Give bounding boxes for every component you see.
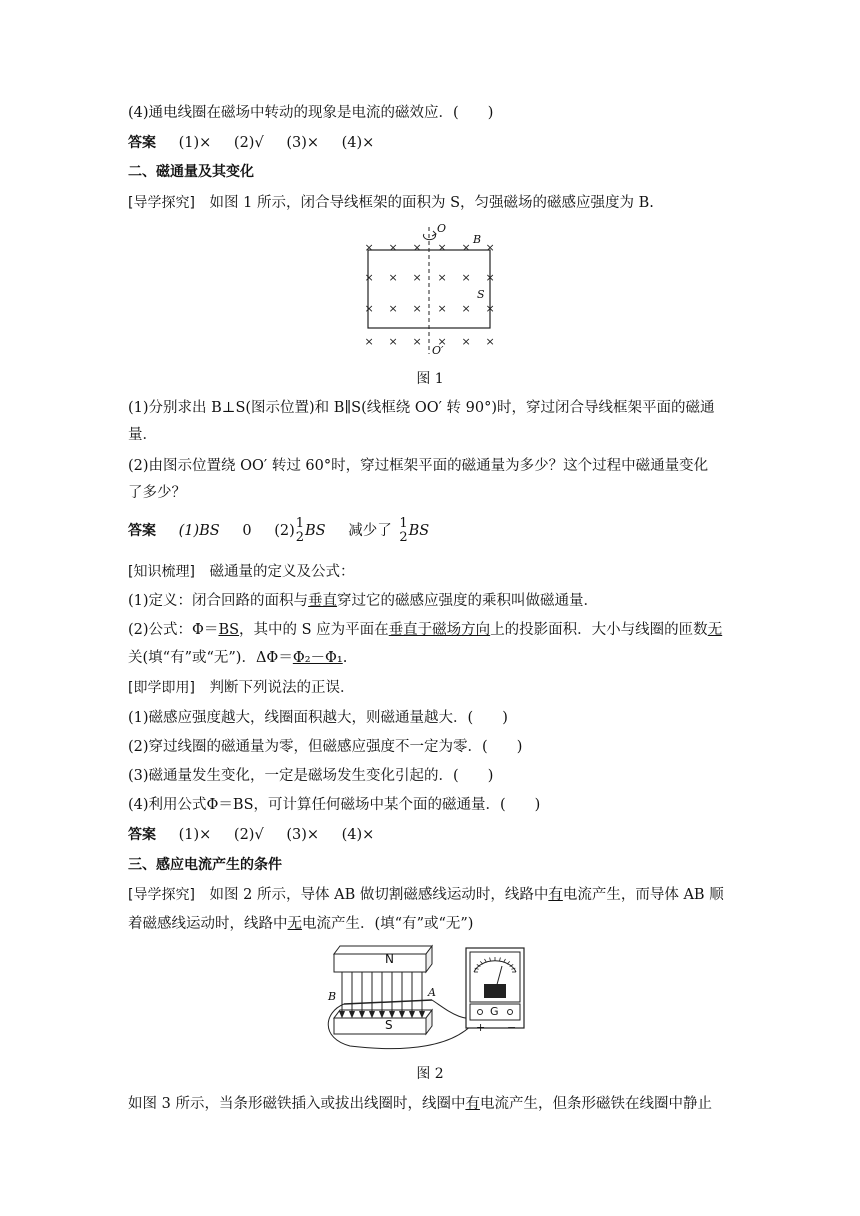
- fill-in-answer: 垂直: [308, 593, 338, 609]
- figure-1-caption: 图 1: [416, 371, 444, 387]
- question-2-2-line-2: 了多少？: [128, 485, 186, 501]
- field-cross: ×: [485, 335, 495, 348]
- text-segment: 电流产生，但条形磁铁在线圈中静止: [479, 1096, 712, 1112]
- field-cross: ×: [364, 335, 374, 348]
- text-segment: 关(填“有”或“无”)．ΔΦ＝: [128, 650, 293, 666]
- answer-label: 答案: [128, 523, 156, 539]
- answer-item: (2)√: [233, 827, 264, 843]
- label-S-pole: S: [385, 1018, 393, 1032]
- label-O-prime: O′: [432, 344, 444, 357]
- fraction-numerator: 1: [399, 516, 408, 531]
- answer-part: (1)BS: [178, 523, 220, 539]
- answer-item: (3)×: [286, 135, 320, 151]
- explore-3-line-2: [128, 914, 473, 934]
- judge-item-1: (1)磁感应强度越大，线圈面积越大，则磁通量越大．( ): [128, 710, 508, 726]
- text-segment: (2)公式：Φ＝: [128, 622, 219, 638]
- text-segment: 电流产生．(填“有”或“无”): [302, 916, 474, 932]
- label-G: G: [490, 1005, 499, 1018]
- answer-item: (4)×: [341, 827, 375, 843]
- field-cross: ×: [461, 302, 471, 315]
- answer-item: (3)×: [286, 827, 320, 843]
- explore-2-paragraph: [128, 193, 654, 213]
- knowledge-tag: [知识梳理]: [128, 564, 195, 580]
- question-2-1-line-1: (1)分别求出 B⊥S(图示位置)和 B∥S(线框绕 OO′ 转 90°)时，穿过闭合导线框架平面的磁通: [128, 400, 715, 416]
- text-segment: ，其中的 S 应为平面在: [239, 622, 389, 638]
- text-segment: .: [342, 650, 348, 666]
- text-segment: 电流产生，而导体 AB 顺: [562, 887, 724, 903]
- fill-in-answer: 无: [707, 622, 723, 638]
- field-cross: ×: [412, 241, 422, 254]
- field-cross: ×: [364, 271, 374, 284]
- text-segment: 着磁感线运动时，线路中: [128, 916, 288, 932]
- judge-item-3: (3)磁通量发生变化，一定是磁场发生变化引起的．( ): [128, 768, 494, 784]
- answer-item: (2)√: [233, 135, 264, 151]
- field-cross: ×: [388, 335, 398, 348]
- label-plus: +: [476, 1021, 486, 1034]
- field-cross: ×: [364, 241, 374, 254]
- judge-item-2: (2)穿过线圈的磁通量为零，但磁感应强度不一定为零．( ): [128, 739, 523, 755]
- fill-in-answer: Φ₂－Φ₁: [292, 650, 343, 666]
- answer-row-1: [128, 133, 374, 153]
- fill-in-answer: 有: [465, 1096, 480, 1112]
- label-minus: −: [507, 1021, 517, 1034]
- explore-3-paragraph: [128, 885, 724, 905]
- formula-line-2: [128, 648, 347, 668]
- fill-in-answer: 有: [548, 887, 563, 903]
- question-2-2-line-1: (2)由图示位置绕 OO′ 转过 60°时，穿过框架平面的磁通量为多少？这个过程中磁通量变化: [128, 458, 709, 474]
- label-A-end: A: [428, 986, 436, 999]
- answer-label: 答案: [128, 135, 156, 151]
- section-2-title: 二、磁通量及其变化: [128, 164, 254, 180]
- field-cross: ×: [485, 271, 495, 284]
- answer-part: 减少了: [348, 523, 392, 539]
- field-cross: ×: [412, 271, 422, 284]
- section-3-title: 三、感应电流产生的条件: [128, 857, 282, 873]
- text-segment: 穿过它的磁感应强度的乘积叫做磁通量．: [337, 593, 599, 609]
- fill-in-answer: 垂直于磁场方向: [388, 622, 491, 638]
- field-cross: ×: [412, 335, 422, 348]
- explore-tag: [导学探究]: [128, 195, 195, 211]
- figure-1-diagram: [355, 222, 505, 362]
- fill-in-answer: 无: [287, 916, 302, 932]
- field-cross: ×: [388, 241, 398, 254]
- figure-3-paragraph: [128, 1094, 712, 1114]
- figure-2-diagram: [320, 942, 530, 1052]
- field-cross: ×: [437, 241, 447, 254]
- label-N: N: [385, 952, 394, 966]
- formula-line: [128, 620, 722, 640]
- question-2-1-line-2: 量．: [128, 427, 157, 443]
- fill-in-answer: BS: [218, 622, 240, 638]
- answer-item: (4)×: [341, 135, 375, 151]
- judge-item-4: (4)利用公式Φ＝BS，可计算任何磁场中某个面的磁通量．( ): [128, 797, 541, 813]
- field-cross: ×: [437, 335, 447, 348]
- fraction-half: [296, 517, 304, 545]
- field-cross: ×: [461, 335, 471, 348]
- label-B-end: B: [328, 990, 337, 1003]
- answer-row-2: [128, 517, 429, 545]
- apply-text: 判断下列说法的正误．: [209, 680, 355, 696]
- answer-part: BS: [305, 523, 326, 539]
- text-segment: (1)定义：闭合回路的面积与: [128, 593, 309, 609]
- knowledge-text: 磁通量的定义及公式：: [209, 564, 355, 580]
- fraction-half: [399, 517, 407, 545]
- text-segment: 上的投影面积．大小与线圈的匝数: [490, 622, 708, 638]
- definition-line: [128, 591, 598, 611]
- field-cross: ×: [412, 302, 422, 315]
- figure-2-caption: 图 2: [416, 1066, 444, 1082]
- field-cross: ×: [461, 241, 471, 254]
- field-cross: ×: [388, 271, 398, 284]
- fraction-denominator: 2: [399, 530, 408, 545]
- field-cross: ×: [485, 241, 495, 254]
- knowledge-paragraph: [128, 562, 355, 582]
- text-segment: 如图 2 所示，导体 AB 做切割磁感线运动时，线路中: [209, 887, 549, 903]
- fraction-denominator: 2: [295, 530, 305, 545]
- answer-part: (2): [274, 523, 295, 539]
- field-cross: ×: [388, 302, 398, 315]
- field-cross: ×: [437, 302, 447, 315]
- explore-text: 如图 1 所示，闭合导线框架的面积为 S，匀强磁场的磁感应强度为 B.: [209, 195, 654, 211]
- text-segment: 如图 3 所示，当条形磁铁插入或拔出线圈时，线圈中: [128, 1096, 466, 1112]
- apply-tag: [即学即用]: [128, 680, 195, 696]
- label-B: B: [473, 233, 482, 246]
- field-cross: ×: [437, 271, 447, 284]
- field-cross: ×: [461, 271, 471, 284]
- label-S: S: [477, 288, 485, 301]
- answer-part: BS: [408, 523, 430, 539]
- answer-item: (1)×: [178, 135, 212, 151]
- answer-item: (1)×: [178, 827, 212, 843]
- apply-paragraph: [128, 678, 355, 698]
- figure-2-svg: [320, 942, 530, 1052]
- answer-part: 0: [242, 523, 252, 539]
- question-4-magnetic-effect: (4)通电线圈在磁场中转动的现象是电流的磁效应．( ): [128, 105, 494, 121]
- fraction-numerator: 1: [295, 516, 305, 531]
- field-cross: ×: [485, 302, 495, 315]
- explore-tag: [导学探究]: [128, 887, 195, 903]
- field-cross: ×: [364, 302, 374, 315]
- answer-row-3: [128, 825, 374, 845]
- label-O: O: [437, 222, 447, 235]
- answer-label: 答案: [128, 827, 156, 843]
